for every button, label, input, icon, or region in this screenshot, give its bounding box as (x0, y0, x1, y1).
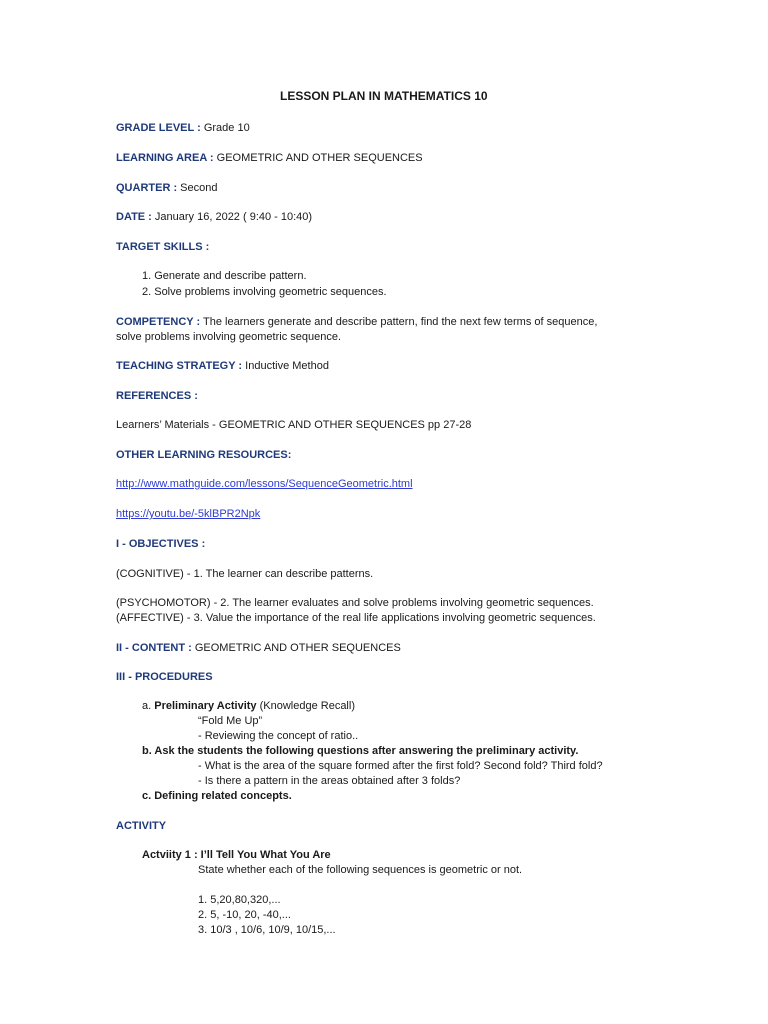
activity-label: ACTIVITY (116, 820, 167, 832)
content-label: II - CONTENT : (116, 642, 192, 654)
procedure-a-sub: “Fold Me Up” (198, 715, 263, 727)
teaching-strategy-label: TEACHING STRATEGY : (116, 360, 243, 372)
quarter-value: Second (177, 182, 218, 194)
procedure-c: c. Defining related concepts. (142, 790, 292, 802)
activity-item: 2. 5, -10, 20, -40,... (198, 909, 291, 921)
grade-level-line (116, 121, 250, 135)
procedures-label: III - PROCEDURES (116, 671, 213, 683)
activity-instruction: State whether each of the following sequences is geometric or not. (198, 864, 523, 876)
procedure-a-sub: - Reviewing the concept of ratio.. (198, 730, 359, 742)
target-skills-label: TARGET SKILLS : (116, 241, 210, 253)
other-resources-label: OTHER LEARNING RESOURCES: (116, 449, 292, 461)
procedure-a-title: Preliminary Activity (154, 700, 257, 712)
teaching-strategy-value: Inductive Method (242, 360, 329, 372)
objective-psychomotor: (PSYCHOMOTOR) - 2. The learner evaluates and solve problems involving geometric sequences. (116, 597, 594, 609)
competency-text: The learners generate and describe pattern, find the next few terms of sequence, (200, 316, 598, 328)
resource-link-youtube[interactable]: https://youtu.be/-5klBPR2Npk (116, 508, 261, 520)
date-label: DATE : (116, 211, 152, 223)
date-line (116, 210, 312, 224)
learning-area-value: GEOMETRIC AND OTHER SEQUENCES (213, 152, 423, 164)
date-value: January 16, 2022 ( 9:40 - 10:40) (151, 211, 313, 223)
competency-text-continued: solve problems involving geometric sequence. (116, 331, 342, 343)
activity-item: 1. 5,20,80,320,... (198, 894, 281, 906)
teaching-strategy-line (116, 359, 329, 373)
competency-line (116, 315, 597, 329)
target-skill-item: 1. Generate and describe pattern. (142, 270, 307, 282)
procedure-b-sub: - What is the area of the square formed after the first fold? Second fold? Third fold? (198, 760, 603, 772)
objectives-label: I - OBJECTIVES : (116, 538, 206, 550)
grade-level-label: GRADE LEVEL : (116, 122, 201, 134)
quarter-line (116, 181, 217, 195)
references-label: REFERENCES : (116, 390, 198, 402)
procedure-b: b. Ask the students the following questions after answering the preliminary activity. (142, 745, 579, 757)
resource-link-mathguide[interactable]: http://www.mathguide.com/lessons/SequenceGeometric.html (116, 478, 413, 490)
procedure-a (142, 699, 355, 713)
grade-level-value: Grade 10 (200, 122, 250, 134)
content-value: GEOMETRIC AND OTHER SEQUENCES (191, 642, 401, 654)
objective-affective: (AFFECTIVE) - 3. Value the importance of the real life applications involving geometric sequences. (116, 612, 596, 624)
content-line (116, 641, 401, 655)
target-skill-item: 2. Solve problems involving geometric sequences. (142, 286, 387, 298)
procedure-b-sub: - Is there a pattern in the areas obtained after 3 folds? (198, 775, 461, 787)
references-text: Learners’ Materials - GEOMETRIC AND OTHER SEQUENCES pp 27-28 (116, 419, 472, 431)
activity-item: 3. 10/3 , 10/6, 10/9, 10/15,... (198, 924, 336, 936)
competency-label: COMPETENCY : (116, 316, 201, 328)
procedure-a-note: (Knowledge Recall) (256, 700, 355, 712)
activity-title: Actviity 1 : I’ll Tell You What You Are (142, 849, 331, 861)
learning-area-label: LEARNING AREA : (116, 152, 214, 164)
learning-area-line (116, 151, 423, 165)
procedure-a-prefix: a. (142, 700, 155, 712)
quarter-label: QUARTER : (116, 182, 178, 194)
document-title: LESSON PLAN IN MATHEMATICS 10 (280, 89, 488, 103)
objective-cognitive: (COGNITIVE) - 1. The learner can describe patterns. (116, 568, 374, 580)
